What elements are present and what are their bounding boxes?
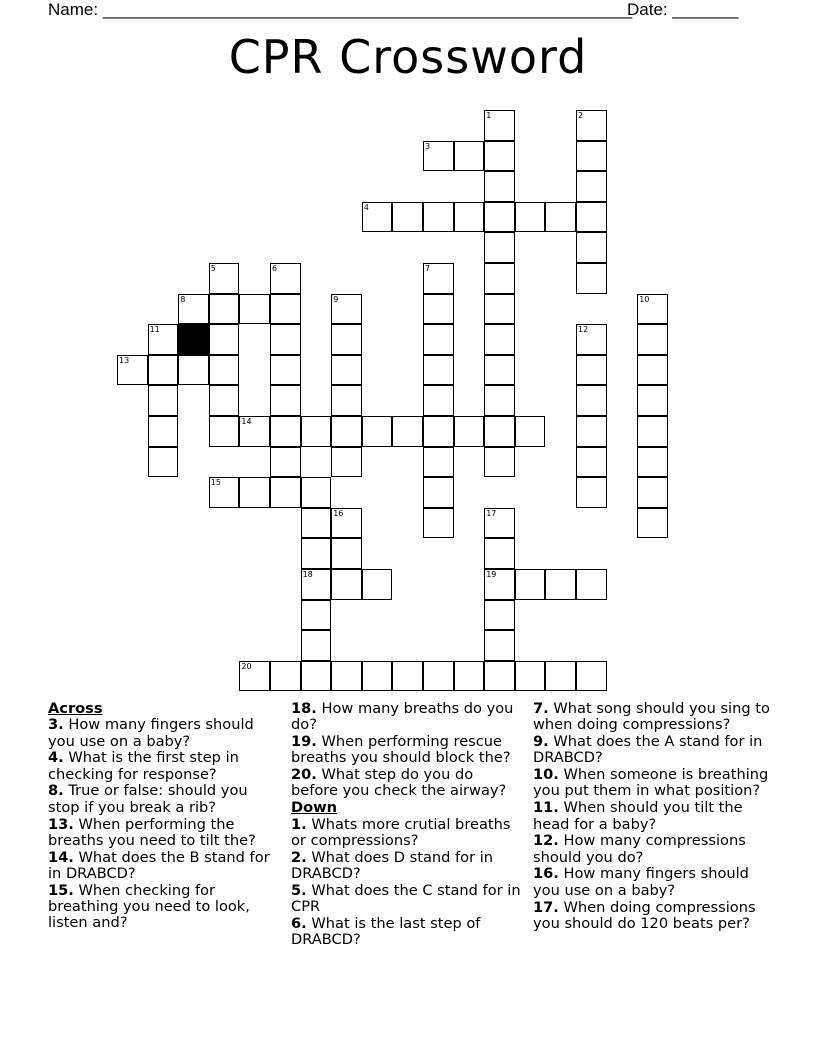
clue-number: 18. <box>291 700 317 717</box>
cell-number: 10 <box>639 294 650 304</box>
grid-cell[interactable] <box>576 355 607 386</box>
grid-cell[interactable] <box>331 324 362 355</box>
grid-cell[interactable] <box>484 110 515 141</box>
grid-cell[interactable] <box>637 416 668 447</box>
grid-cell[interactable] <box>576 110 607 141</box>
clue-number: 17. <box>533 898 559 916</box>
clue-text: What song should you sing to when doing compressions? <box>533 700 770 734</box>
grid-cell[interactable] <box>209 294 240 325</box>
grid-cell[interactable] <box>392 661 423 692</box>
grid-cell[interactable] <box>515 569 546 600</box>
grid-cell[interactable] <box>576 447 607 478</box>
grid-cell[interactable] <box>576 232 607 263</box>
down-clue <box>291 817 521 850</box>
across-clue <box>48 883 280 932</box>
clue-text: How many breaths do you do? <box>291 700 514 734</box>
clue-text: What does the C stand for in CPR <box>291 881 521 916</box>
clue-number: 15. <box>48 881 74 899</box>
down-clue <box>533 734 771 767</box>
grid-cell[interactable] <box>270 263 301 294</box>
grid-cell[interactable] <box>270 477 301 508</box>
across-clue <box>291 767 521 800</box>
cell-number: 20 <box>241 661 252 671</box>
clue-text: When someone is breathing you put them in what position? <box>533 766 769 800</box>
grid-cell[interactable] <box>209 416 240 447</box>
grid-cell[interactable] <box>148 447 179 478</box>
grid-cell[interactable] <box>392 416 423 447</box>
grid-cell[interactable] <box>331 416 362 447</box>
grid-cell[interactable] <box>454 661 485 692</box>
grid-cell[interactable] <box>301 600 332 631</box>
grid-cell[interactable] <box>209 385 240 416</box>
clue-text: What does the A stand for in DRABCD? <box>533 733 763 767</box>
clue-number: 6. <box>291 914 307 932</box>
cell-number: 18 <box>302 570 313 579</box>
clue-text: What does the B stand for in DRABCD? <box>48 848 270 882</box>
clue-number: 11. <box>533 799 559 817</box>
grid-cell[interactable] <box>331 569 362 600</box>
grid-cell[interactable] <box>301 538 332 569</box>
cell-number: 7 <box>425 264 431 273</box>
grid-cell[interactable] <box>515 661 546 692</box>
page-title: CPR Crossword <box>228 30 588 84</box>
grid-cell[interactable] <box>209 263 240 294</box>
grid-cell[interactable] <box>239 294 270 325</box>
clue-column-3 <box>533 701 771 933</box>
grid-cell[interactable] <box>454 141 485 172</box>
clue-text: When performing the breaths you need to tilt the? <box>48 815 256 849</box>
grid-cell[interactable] <box>484 600 515 631</box>
cell-number: 14 <box>241 417 252 426</box>
name-field[interactable]: Name: ________________________________________________________ <box>48 0 633 19</box>
grid-cell[interactable] <box>576 416 607 447</box>
clue-text: What step do you do before you check the airway? <box>291 766 507 800</box>
cell-number: 3 <box>425 141 431 151</box>
clue-number: 14. <box>48 848 74 866</box>
clue-text: When doing compressions you should do 120 beats per? <box>533 898 756 932</box>
grid-cell[interactable] <box>148 324 179 355</box>
grid-cell[interactable] <box>484 171 515 202</box>
grid-cell[interactable] <box>423 508 454 539</box>
grid-cell[interactable] <box>301 477 332 508</box>
grid-cell[interactable] <box>117 355 148 386</box>
grid-cell[interactable] <box>576 477 607 508</box>
cell-number: 1 <box>486 111 492 120</box>
grid-cell[interactable] <box>423 477 454 508</box>
grid-cell[interactable] <box>484 355 515 386</box>
clue-number: 5. <box>291 881 307 899</box>
grid-cell[interactable] <box>239 416 270 447</box>
cell-number: 13 <box>119 355 130 365</box>
grid-cell[interactable] <box>484 202 515 233</box>
grid-cell[interactable] <box>637 477 668 508</box>
cell-number: 11 <box>149 325 160 335</box>
clue-number: 20. <box>291 766 317 784</box>
grid-cell[interactable] <box>454 202 485 233</box>
grid-cell[interactable] <box>331 355 362 386</box>
grid-cell[interactable] <box>454 416 485 447</box>
clue-number: 4. <box>48 749 64 767</box>
date-field[interactable]: Date: _______ <box>627 0 739 19</box>
grid-cell[interactable] <box>515 416 546 447</box>
grid-cell[interactable] <box>576 661 607 692</box>
grid-cell[interactable] <box>637 508 668 539</box>
grid-cell[interactable] <box>270 447 301 478</box>
grid-cell[interactable] <box>637 355 668 386</box>
clue-text: How many compressions should you do? <box>533 832 746 866</box>
grid-cell[interactable] <box>362 569 393 600</box>
grid-cell[interactable] <box>270 661 301 692</box>
grid-cell[interactable] <box>331 447 362 478</box>
grid-cell[interactable] <box>423 447 454 478</box>
clue-text: What is the first step in checking for response? <box>48 749 239 783</box>
grid-cell[interactable] <box>148 416 179 447</box>
grid-cell[interactable] <box>484 263 515 294</box>
grid-cell[interactable] <box>423 202 454 233</box>
clue-number: 3. <box>48 716 64 734</box>
grid-cell[interactable] <box>576 263 607 294</box>
across-clue <box>291 701 521 734</box>
clue-text: True or false: should you stop if you break a rib? <box>48 782 248 816</box>
grid-cell[interactable] <box>484 447 515 478</box>
black-cell <box>178 324 209 355</box>
grid-cell[interactable] <box>484 569 515 600</box>
grid-cell[interactable] <box>515 202 546 233</box>
clue-number: 12. <box>533 832 559 850</box>
clue-column-2 <box>291 701 521 949</box>
grid-cell[interactable] <box>331 385 362 416</box>
across-clue <box>48 783 280 816</box>
grid-cell[interactable] <box>484 141 515 172</box>
grid-cell[interactable] <box>484 416 515 447</box>
down-heading: Down <box>291 799 338 817</box>
cell-number: 4 <box>363 202 369 212</box>
grid-cell[interactable] <box>270 355 301 386</box>
grid-cell[interactable] <box>209 355 240 386</box>
grid-cell[interactable] <box>423 416 454 447</box>
down-clue <box>533 866 771 899</box>
grid-cell[interactable] <box>331 508 362 539</box>
clue-number: 10. <box>533 766 559 784</box>
grid-cell[interactable] <box>484 294 515 325</box>
clue-number: 9. <box>533 733 549 751</box>
down-clue <box>533 800 771 833</box>
down-clue <box>533 767 771 800</box>
grid-cell[interactable] <box>484 661 515 692</box>
clue-number: 1. <box>291 815 307 833</box>
cell-number: 2 <box>578 111 584 120</box>
grid-cell[interactable] <box>209 477 240 508</box>
grid-cell[interactable] <box>423 294 454 325</box>
grid-cell[interactable] <box>576 569 607 600</box>
clue-text: When checking for breathing you need to look, listen and? <box>48 881 250 932</box>
cell-number: 12 <box>578 325 589 335</box>
across-heading: Across <box>48 700 103 717</box>
grid-cell[interactable] <box>484 630 515 661</box>
grid-cell[interactable] <box>148 355 179 386</box>
grid-cell[interactable] <box>362 202 393 233</box>
grid-cell[interactable] <box>270 294 301 325</box>
grid-cell[interactable] <box>270 385 301 416</box>
down-clue <box>533 833 771 866</box>
grid-cell[interactable] <box>576 324 607 355</box>
across-clue <box>48 717 280 750</box>
clue-number: 13. <box>48 815 74 833</box>
grid-cell[interactable] <box>239 477 270 508</box>
down-clue <box>291 916 521 949</box>
grid-cell[interactable] <box>545 202 576 233</box>
clue-text: How many fingers should you use on a baby? <box>48 716 254 750</box>
grid-cell[interactable] <box>209 324 240 355</box>
across-clue <box>48 817 280 850</box>
grid-cell[interactable] <box>484 385 515 416</box>
clue-text: How many fingers should you use on a baby? <box>533 865 749 899</box>
grid-cell[interactable] <box>637 385 668 416</box>
grid-cell[interactable] <box>178 294 209 325</box>
grid-cell[interactable] <box>362 416 393 447</box>
cell-number: 8 <box>180 294 186 304</box>
grid-cell[interactable] <box>362 661 393 692</box>
grid-cell[interactable] <box>423 263 454 294</box>
clue-number: 8. <box>48 782 64 800</box>
grid-cell[interactable] <box>484 324 515 355</box>
grid-cell[interactable] <box>331 661 362 692</box>
cell-number: 15 <box>210 478 221 488</box>
clue-text: What is the last step of DRABCD? <box>291 914 481 949</box>
grid-cell[interactable] <box>239 661 270 692</box>
down-clue <box>533 900 771 933</box>
grid-cell[interactable] <box>576 202 607 233</box>
grid-cell[interactable] <box>637 447 668 478</box>
down-clue <box>291 850 521 883</box>
across-clue <box>291 734 521 767</box>
down-clue <box>533 701 771 734</box>
grid-cell[interactable] <box>331 538 362 569</box>
cell-number: 17 <box>486 508 497 518</box>
clue-number: 16. <box>533 865 559 883</box>
grid-cell[interactable] <box>301 661 332 692</box>
grid-cell[interactable] <box>178 355 209 386</box>
grid-cell[interactable] <box>637 324 668 355</box>
cell-number: 9 <box>333 294 339 304</box>
grid-cell[interactable] <box>484 538 515 569</box>
grid-cell[interactable] <box>301 508 332 539</box>
grid-cell[interactable] <box>301 416 332 447</box>
grid-cell[interactable] <box>392 202 423 233</box>
cell-number: 6 <box>272 264 278 273</box>
down-clue <box>291 883 521 916</box>
grid-cell[interactable] <box>423 324 454 355</box>
grid-cell[interactable] <box>576 385 607 416</box>
clue-text: What does D stand for in DRABCD? <box>291 848 494 882</box>
clue-text: When performing rescue breaths you should block the? <box>291 733 511 767</box>
grid-cell[interactable] <box>270 324 301 355</box>
cell-number: 19 <box>486 570 497 579</box>
grid-cell[interactable] <box>545 661 576 692</box>
cell-number: 5 <box>210 264 216 273</box>
clue-column-1 <box>48 701 280 932</box>
clue-text: Whats more crutial breaths or compressions? <box>291 815 511 849</box>
grid-cell[interactable] <box>301 569 332 600</box>
clue-text: When should you tilt the head for a baby? <box>533 799 743 833</box>
grid-cell[interactable] <box>423 661 454 692</box>
grid-cell[interactable] <box>148 385 179 416</box>
grid-cell[interactable] <box>331 294 362 325</box>
clue-number: 7. <box>533 700 549 717</box>
grid-cell[interactable] <box>423 385 454 416</box>
grid-cell[interactable] <box>423 141 454 172</box>
grid-cell[interactable] <box>301 630 332 661</box>
grid-cell[interactable] <box>637 294 668 325</box>
cell-number: 16 <box>333 508 344 518</box>
grid-cell[interactable] <box>484 232 515 263</box>
grid-cell[interactable] <box>270 416 301 447</box>
grid-cell[interactable] <box>576 171 607 202</box>
grid-cell[interactable] <box>545 569 576 600</box>
grid-cell[interactable] <box>484 508 515 539</box>
clue-number: 19. <box>291 733 317 751</box>
clue-number: 2. <box>291 848 307 866</box>
across-clue <box>48 750 280 783</box>
across-clue <box>48 850 280 883</box>
grid-cell[interactable] <box>576 141 607 172</box>
grid-cell[interactable] <box>423 355 454 386</box>
